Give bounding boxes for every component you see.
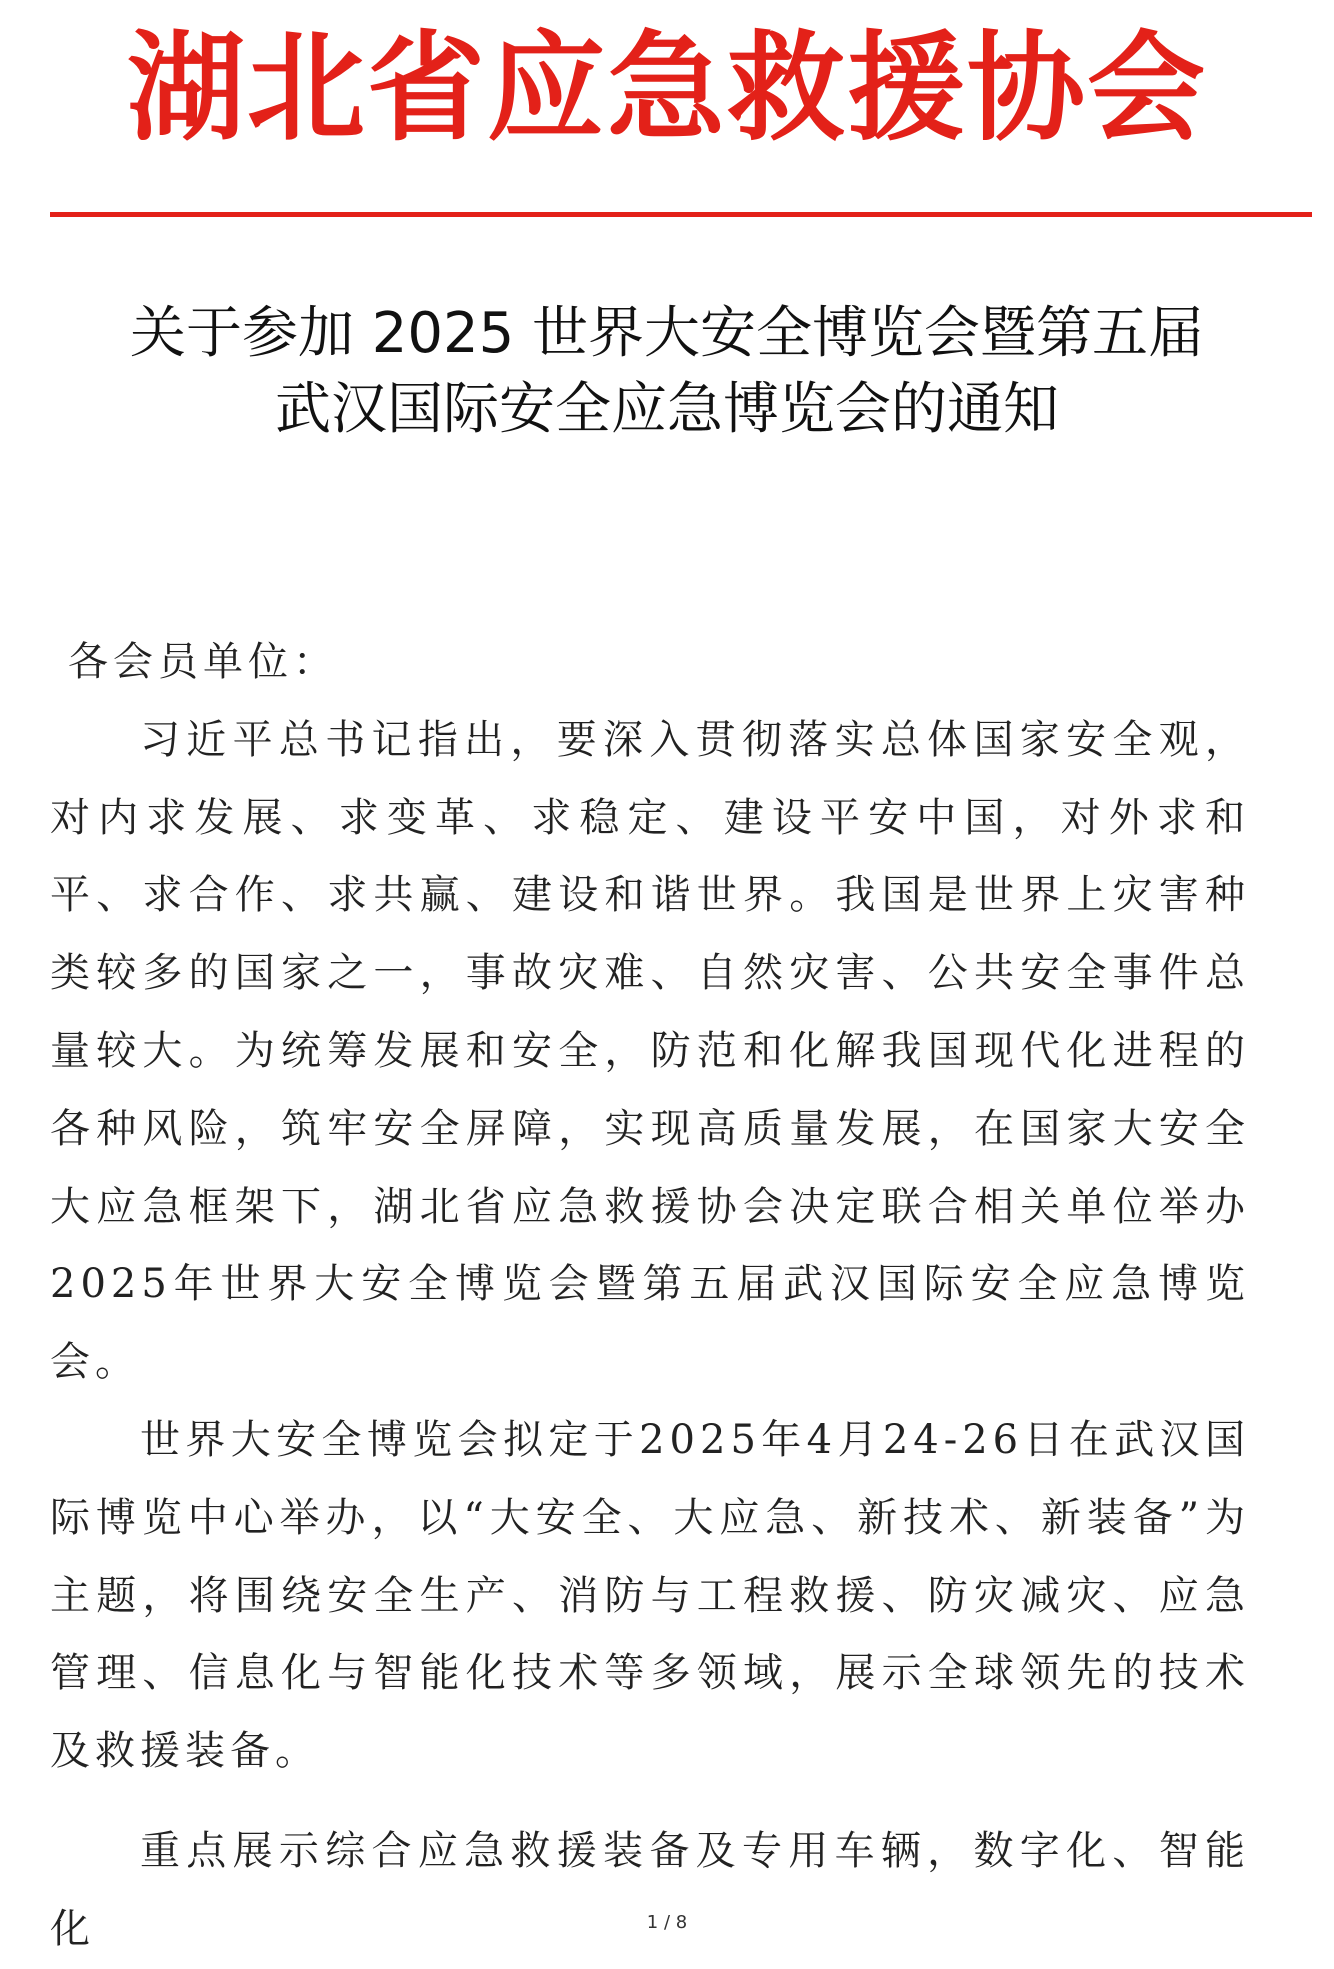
title-line-2: 武汉国际安全应急博览会的通知: [275, 377, 1059, 442]
paragraph-2: 世界大安全博览会拟定于2025年4月24-26日在武汉国际博览中心举办，以“大安全、大应急、新技术、新装备”为主题，将围绕安全生产、消防与工程救援、防灾减灾、应急管理、信息化与智能化技术等多领域，展示全球领先的技术及救援装备。: [50, 1416, 1250, 1775]
paragraph-3: 重点展示综合应急救援装备及专用车辆，数字化、智能化: [50, 1827, 1250, 1952]
document-body: [50, 624, 1250, 1969]
document-title: [40, 296, 1294, 448]
title-line-1: 关于参加 2025 世界大安全博览会暨第五届: [129, 301, 1205, 366]
organization-header: 湖北省应急救援协会: [126, 18, 1207, 157]
page-number: 1 / 8: [646, 1912, 688, 1933]
paragraph-1: 习近平总书记指出，要深入贯彻落实总体国家安全观，对内求发展、求变革、求稳定、建设平安中国，对外求和平、求合作、求共赢、建设和谐世界。我国是世界上灾害种类较多的国家之一，事故灾难、自然灾害、公共安全事件总量较大。为统筹发展和安全，防范和化解我国现代化进程的各种风险，筑牢安全屏障，实现高质量发展，在国家大安全大应急框架下，湖北省应急救援协会决定联合相关单位举办2025年世界大安全博览会暨第五届武汉国际安全应急博览会。: [50, 716, 1250, 1386]
header-red-rule: [50, 212, 1312, 217]
salutation: 各会员单位：: [68, 639, 338, 685]
